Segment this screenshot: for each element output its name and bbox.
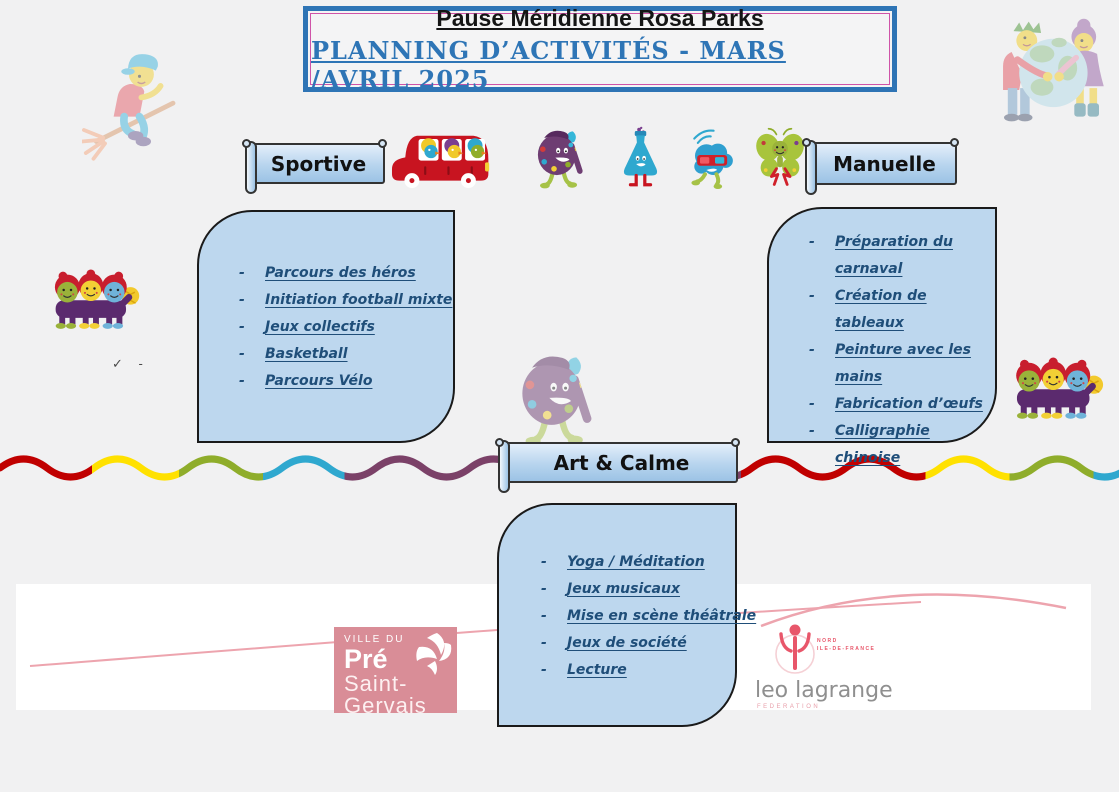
activity-text: - Jeux musicaux: [567, 581, 681, 597]
paint-palette-character-illustration: [533, 123, 589, 195]
scroll-curl-icon: [378, 139, 387, 148]
panel-art-calme: [497, 503, 757, 727]
leo-figure-icon: [745, 620, 925, 678]
banner-manuelle: [812, 142, 957, 185]
checkmark-mark: ✓ -: [112, 356, 149, 371]
activity-item: [541, 576, 735, 603]
scroll-roll-icon: [498, 440, 510, 493]
activity-item: [541, 603, 757, 630]
banner-art-calme-label: Art & Calme: [553, 450, 690, 475]
three-kids-with-ball-illustration: [43, 268, 146, 334]
activity-item: [239, 260, 453, 287]
psg-pre: Pré: [344, 644, 388, 674]
activity-item: [809, 283, 995, 337]
three-kids-with-ball-illustration: [1002, 356, 1112, 424]
scroll-curl-icon: [495, 438, 504, 447]
activity-text: - Jeux collectifs: [265, 319, 375, 335]
banner-art-calme: [505, 442, 738, 483]
panel-manuelle: [767, 207, 997, 466]
scroll-curl-icon: [950, 138, 959, 147]
activity-item: [239, 287, 453, 314]
kids-hugging-globe-illustration: [985, 14, 1118, 128]
cloud-character-3d-glasses-illustration: [685, 128, 735, 192]
activity-text: - Calligraphie chinoise: [835, 423, 930, 466]
activity-item: [809, 337, 995, 391]
activity-item: [809, 418, 995, 472]
activity-text: - Lecture: [567, 662, 627, 678]
banner-sportive-label: Sportive: [270, 151, 367, 176]
activity-item: [239, 314, 453, 341]
leo-federation: FEDERATION: [757, 704, 821, 710]
activity-text: - Fabrication d’œufs: [835, 396, 983, 412]
activity-item: [809, 229, 995, 283]
activity-item: [239, 368, 453, 395]
activity-text: - Parcours Vélo: [265, 373, 373, 389]
activity-text: - Peinture avec les mains: [835, 342, 971, 385]
activity-item: [541, 657, 735, 684]
scroll-roll-icon: [245, 141, 257, 194]
poster-subtitle: PLANNING D’ACTIVITÉS - MARS /AVRIL 2025: [311, 35, 786, 94]
leo-lagrange-name: leo lagrange: [755, 678, 893, 703]
banner-manuelle-label: Manuelle: [833, 151, 936, 176]
banner-sportive: [252, 143, 385, 184]
activity-text: - Initiation football mixte: [265, 292, 453, 308]
psg-gervais: Gervais: [344, 693, 427, 718]
scroll-curl-icon: [242, 139, 251, 148]
activity-text: - Mise en scène théâtrale: [567, 608, 757, 624]
scroll-curl-icon: [731, 438, 740, 447]
psg-city-logo: [334, 627, 457, 718]
sportive-activity-list: [199, 212, 453, 395]
manuelle-activity-list: [769, 209, 995, 472]
big-paint-palette-character-illustration: [508, 346, 608, 454]
panel-sportive: [197, 210, 455, 443]
activity-text: - Jeux de société: [567, 635, 687, 651]
flask-character-illustration: [619, 126, 662, 192]
poster-title: Pause Méridienne Rosa Parks: [436, 4, 764, 31]
art-calme-activity-list: [499, 505, 757, 684]
butterfly-character-illustration: [755, 122, 805, 194]
activity-text: - Préparation du carnaval: [835, 234, 953, 277]
activity-text: - Création de tableaux: [835, 288, 927, 331]
psg-ville-du: VILLE DU: [344, 634, 405, 645]
leo-region-line2: ILE-DE-FRANCE: [817, 646, 876, 652]
leaf-icon: [407, 631, 455, 677]
activity-item: [541, 630, 735, 657]
activity-text: - Yoga / Méditation: [567, 554, 705, 570]
leo-region-line1: NORD: [817, 638, 838, 644]
school-bus-illustration: [387, 124, 495, 194]
activity-item: [541, 549, 735, 576]
scroll-roll-icon: [805, 140, 817, 195]
psg-saint: Saint-: [344, 671, 408, 696]
activity-item: [239, 341, 453, 368]
kid-on-broom-illustration: [82, 28, 197, 163]
title-box: [303, 6, 897, 92]
activity-item: [809, 391, 995, 418]
title-inner-frame: [310, 4, 890, 94]
scroll-curl-icon: [802, 138, 811, 147]
leo-lagrange-logo: [745, 620, 925, 715]
activity-text: - Basketball: [265, 346, 348, 362]
activity-text: - Parcours des héros: [265, 265, 416, 281]
